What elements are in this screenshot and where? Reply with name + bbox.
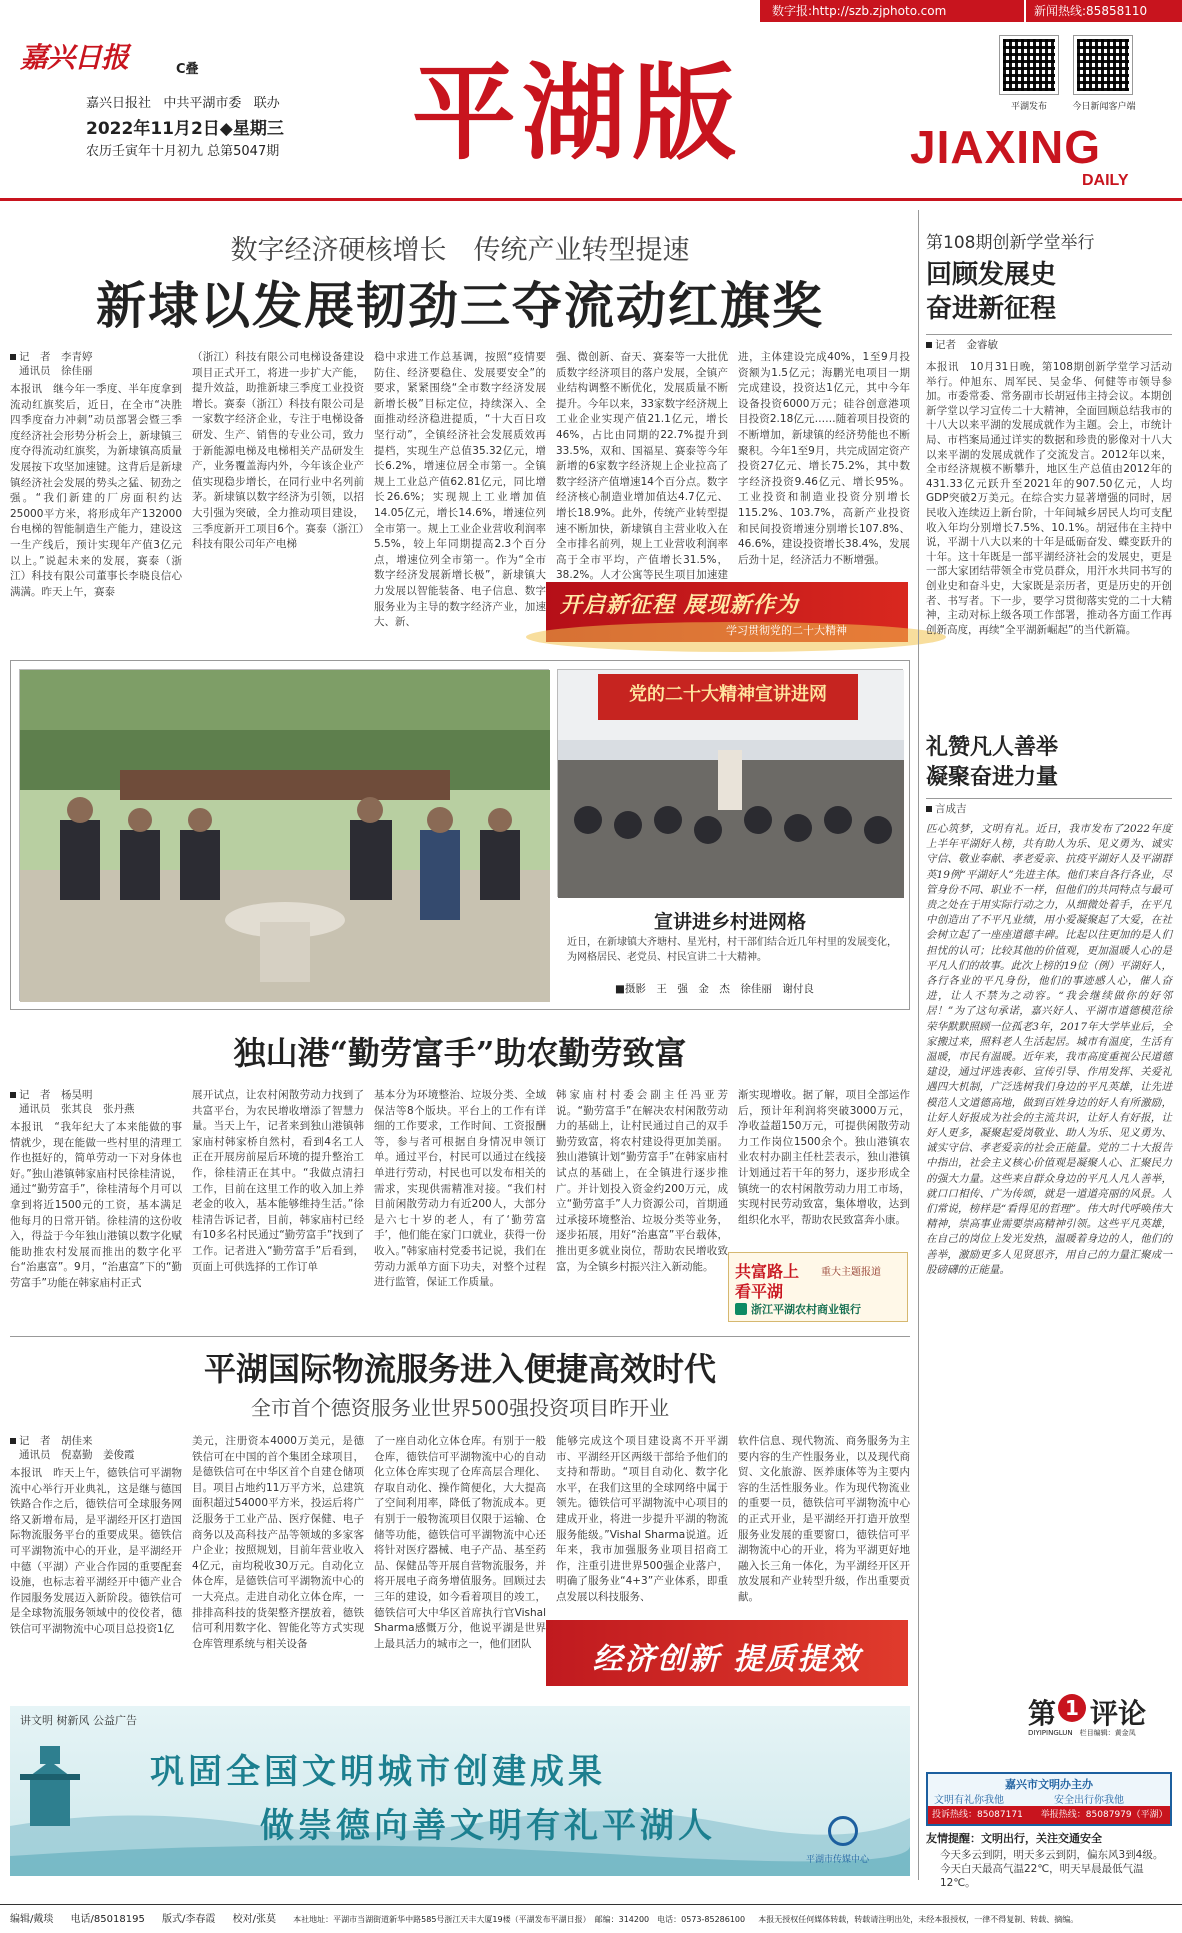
second-byline bbox=[10, 1088, 160, 1116]
public-ad-logo-caption: 平湖市传媒中心 bbox=[806, 1855, 870, 1865]
footer-editor: 编辑/戴琰 bbox=[10, 1914, 54, 1925]
civility-box bbox=[926, 1772, 1172, 1826]
qr-code-app[interactable] bbox=[1074, 36, 1132, 94]
sidebar-gap bbox=[926, 712, 1172, 730]
ad-gongfu: 共富路上 bbox=[735, 1262, 800, 1281]
pinglun-logo bbox=[1028, 1690, 1172, 1740]
ad-kanpinghu: 看平湖 bbox=[735, 1282, 784, 1301]
brand-daily: DAILY bbox=[1082, 172, 1129, 189]
byline-marker bbox=[10, 1092, 16, 1098]
lead-byline bbox=[10, 350, 118, 378]
sidebar-title-1a: 回顾发展史 bbox=[926, 260, 1057, 290]
public-ad-line2: 做崇德向善文明有礼平湖人 bbox=[260, 1806, 716, 1846]
sidebar-byline-2: 言成吉 bbox=[926, 802, 967, 816]
footer-rule bbox=[0, 1904, 1182, 1905]
lead-col-4: 强、微创新、奋天、赛秦等一大批优质数字经济项目的落户发展，全镇产业结构调整不断优化，发展质量不断提升。今年以来，33家数字经济规上工业企业实现产值21.1亿元，增长46%，占比由同期的22.7%提升到33.5%，双和、国福星、赛泰等今年新增的6家数字经济规上企业拉高了数字经济产值增速14个百分点。数字经济核心制造业增加值达4.7亿元、增长18.9%。此外，传统产业转型提速不断加快，新埭镇自主营业收入在全市排名前列，规上工业营收利润率高于全市平均，产值增长31.5%，38.2%。人才公寓等民生项目加速建 bbox=[556, 351, 728, 582]
civility-tip2: 安全出行你我他 bbox=[1054, 1795, 1124, 1806]
lead-headline: 新埭以发展韧劲三夺流动红旗奖 bbox=[96, 276, 824, 335]
lead-col-1: 本报讯 继今年一季度、半年度拿到流动红旗奖后，近日，在全市“决胜四季度奋力冲刺”动员部署会暨三季度经济社会形势分析会上，新埭镇三度夺得流动红旗奖，为新埭镇高质量发展按下攻坚加速键。这背后是新埭镇经济社会发展的势头之猛、韧劲之强。“我们新建的厂房面积约达25000平方米，将形成年产132000台电梯的智能制造生产能力，建设这一生产线后，预计实现年产值3亿元以上。”说起未来的发展，赛泰（浙江）科技有限公司董事长李晓良信心满满。昨天上午，赛泰 bbox=[10, 383, 182, 598]
third-correspondent: 通讯员 倪嘉勤 姜俊霞 bbox=[19, 1449, 135, 1461]
public-ad bbox=[10, 1706, 910, 1876]
civility-slogan: 友情提醒：文明出行，关注交通安全 bbox=[926, 1832, 1102, 1845]
third-col-4: 能够完成这个项目建设离不开平湖市、平湖经开区两级干部给予他们的支持和帮助。“项目自动化、数字化水平，在我们这里的全球网络中属于领先。德铁信可平湖物流中心项目的建成开业，将进一步提升平湖的物流服务能级。”Vishal Sharma说道。近年来，我市加强服务业项目招商工作，注重引进世界500强企业落户，明确了服务业“4+3”产业体系，即重点发展以科技服务、 bbox=[556, 1435, 728, 1603]
third-rule bbox=[10, 1336, 910, 1337]
qr-pattern-2 bbox=[1074, 36, 1132, 94]
second-col-5: 渐实现增收。据了解，项目全部运作后，预计年利润将突破3000万元，净收益超150万元，可提供闲散劳动力工作岗位1500余个。独山港镇农业农村办副主任杜芸表示，独山港镇计划通过若干年的努力，逐步形成全镇统一的农村闲散劳动力用工市场，实现村民劳动致富，集体增收，达到组织化水平，帮助农民致富奔小康。 bbox=[738, 1089, 910, 1226]
sidebar-divider bbox=[918, 210, 919, 1880]
hotline-number: 85858110 bbox=[1086, 4, 1148, 18]
sidebar-kicker: 第108期创新学堂举行 bbox=[926, 233, 1095, 253]
lunar-issue: 农历壬寅年十月初九 总第5047期 bbox=[86, 144, 280, 159]
sidebar-byline-1: 记者 金睿敏 bbox=[926, 338, 998, 352]
top-bar-digital bbox=[760, 0, 1024, 22]
lead-correspondent: 通讯员 徐佳丽 bbox=[19, 365, 93, 377]
news-photo-lecture bbox=[557, 669, 903, 897]
digital-label: 数字报: bbox=[772, 4, 813, 18]
footer-proof: 校对/张莫 bbox=[232, 1914, 276, 1925]
footer-phone: 电话/85018195 bbox=[70, 1914, 145, 1925]
sidebar-rule-2 bbox=[926, 798, 1172, 799]
masthead bbox=[0, 22, 1182, 200]
footer-layout: 版式/李春霞 bbox=[162, 1914, 216, 1925]
bank-logo-icon bbox=[735, 1303, 747, 1315]
publishers-line: 嘉兴日报社 中共平湖市委 联办 bbox=[86, 96, 280, 111]
second-col-4: 韩家庙村村委会副主任冯亚芳说。“勤劳富手”在解决农村闲散劳动力的基础上，让村民通过自己的双手勤劳致富，将农村建设得更加美丽。独山港镇计划“勤劳富手”在韩家庙村试点的基础上，在全镇进行逐步推广。并计划投入资金约200万元，成立“勤劳富手”人力资源公司，首期通过承接环境整治、垃圾分类等业务，逐步拓展，用好“治惠富”平台载体，推出更多就业岗位，帮助农民增收致富，为全镇乡村振兴注入新动能。 bbox=[556, 1089, 728, 1273]
third-col-3: 了一座自动化立体仓库。有别于一般仓库，德铁信可平湖物流中心的自动化立体仓库实现了仓库高层合理化、存取自动化、操作简便化，大大提高了空间利用率，降低了物流成本。更有别于一般物流项目仅限于运输、仓储等功能，德铁信可平湖物流中心还将针对医疗器械、电子产品、基至药品、保健品等开展自营物流服务，并将开展电子商务增值服务。回顾过去三年的建设，如今看着项目的竣工，德铁信可大中华区首席执行官Vishal Sharma感慨万分，他说平湖是世界上最具活力的城市之一，他们团队 bbox=[374, 1435, 546, 1650]
lecture-sign-text: 党的二十大精神宣讲进网 bbox=[629, 684, 827, 705]
photo-illustration-1 bbox=[20, 670, 550, 1002]
qr-caption-fabu: 平湖发布 bbox=[1010, 102, 1047, 112]
second-headline: 独山港“勤劳富手”助农勤劳致富 bbox=[233, 1034, 687, 1072]
digital-url[interactable]: http://szb.zjphoto.com bbox=[812, 4, 947, 18]
byline-marker bbox=[10, 1438, 16, 1444]
second-col-3: 基本分为环境整治、垃圾分类、全域保洁等8个版块。平台上的工作有详细的工作要求，工作时间、工资报酬等，参与者可根据自身情况申领订单。通过平台，村民可以通过在线接单进行劳动，村民也可以发布相关的需求，实现供需精准对接。“我们村目前闲散劳动力有近200人，大部分是六七十岁的老人，有了‘勤劳富手’，他们能在家门口就业，获得一份收入。”韩家庙村党委书记说，我们在劳动力派单方面下功夫，对整个过程进行监管，保证工作质量。 bbox=[374, 1089, 546, 1289]
sidebar-body-2: 匹心筑梦，文明有礼。近日，我市发布了2022年度上半年平湖好人榜，共有助人为乐、见义勇为、诚实守信、敬业奉献、孝老爱亲、抗疫平湖好人及平湖群英19例“平湖好人”先进主体。他们来自各行各业，尽管身份不同、职业不一样，但他们的共同特点与最可贵之处在于用实际行动之力，从细微处着手，在平凡中创造出了不平凡业绩，用小爱凝聚起了大爱，在社会树立起了一座座道德丰碑。比起以往更加的是人们担忧的认可；比较其他的价值观，更加温暖人心的是平凡人们的故事。此次上榜的19位（例）平湖好人，各行各业的平凡身份，他们的事迹感人心，催人奋进，让人不禁为之动容。“我会继续做你的好邻居！”为了这句承诺，嘉兴好人、平湖市道德模范徐荣华默默照顾一位孤老3年，2017年大学毕业后，全家搬过来，照料老人生活起居。城市有温度，生活有温暖，市民有温暖。近年来，我市高度重视公民道德建设，通过评选表彰、宣传引导、作用发挥、关爱礼遇四大机制，广泛选树我们身边的平凡英雄，让先进模范人文道德高地，做到百姓身边的好人有所激励，让好人好报成为社会的主流共识，让好人有好报，让好人更多，凝聚起爱岗敬业、助人为乐、见义勇为、诚实守信、孝老爱亲的社会正能量。党的二十大报告中指出，社会主义核心价值观是凝聚人心、汇聚民力的强大力量。这些来自群众身边的平凡人凡人善举，就口口相传、广为传颂，就是一道道亮丽的风景。人们常说，榜样是“看得见的哲理”。伟大时代呼唤伟大精神，崇高事业需要崇高精神引领。这些平凡英雄，在自己的岗位上发光发热，温暖着身边的人，他们的善举，激励更多人见贤思齐，用自己的力量汇聚成一股磅礴的正能量。 bbox=[926, 823, 1172, 1276]
lead-banner-sub: 学习贯彻党的二十大精神 bbox=[726, 624, 847, 637]
public-ad-line1: 巩固全国文明城市创建成果 bbox=[150, 1752, 606, 1792]
pinglun-one-icon: 1 bbox=[1058, 1694, 1086, 1722]
lead-col-5: 进，主体建设完成40%，1至9月投资额为1.5亿元；海鹏光电项目一期完成建设，投资达1亿元，其中今年设备投资6000万元；硅谷创意港项目投资2.18亿元……随着项目投资的不断增加，新埭镇的经济势能也不断聚积。今年1至9月，共完成固定资产投资27亿元、增长75.2%，其中数字经济投资9.46亿元、增长95%。工业投资和制造业投资分别增长115.2%、103.7%，高新产业投资和民间投资增速分别增长107.8%、46.6%，建设投资增长38.4%，发展后劲十足，经济活力不断增强。 bbox=[738, 351, 910, 566]
hotline-label: 新闻热线: bbox=[1034, 4, 1087, 18]
third-subhead: 全市首个德资服务业世界500强投资项目昨开业 bbox=[250, 1396, 670, 1420]
lead-banner bbox=[546, 582, 908, 642]
photo-caption-body: 近日，在新埭镇大齐塘村、星光村，村干部们结合近几年村里的发展变化，为网格居民、老党员、村民宣讲二十大精神。 bbox=[567, 937, 897, 963]
footer-address: 本社地址：平湖市当湖街道新华中路585号浙江天丰大厦19楼（平湖发布平湖日报） 邮编：314200 电话：0573-85286100 bbox=[293, 1915, 746, 1924]
pinglun-word: 评论 bbox=[1090, 1697, 1147, 1730]
sidebar-body-1: 本报讯 10月31日晚，第108期创新学堂学习活动举行。仲旭东、周军民、吴金华、何健等市领导参加。市委常委、常务副市长胡冠伟主持会议。本期创新学堂以学习宣传二十大精神，全面回顾总结我市的十八大以来平湖的发展成就作为主题。会上，市统计局、市档案局通过详实的数据和珍贵的影像对十八大以来平湖的发展成就作了交流发言。2012年以来，全市经济规模不断攀升，地区生产总值由2012年的431.33亿元跃升至2021年的907.50亿元，人均GDP突破2万美元。在综合实力显著增强的同时，居民收入连续迈上新台阶，十年间城乡居民人均可支配收入年均分别增长7.5%、10.1%。胡冠伟在主持中说，平湖十八大以来的十年是砥砺奋发、蝶变跃升的十年。这十年既是一部平湖经济社会的发展史，更是一部大家团结带领全市党员群众，用汗水共同书写的创业史和奋斗史，大家既是亲历者，更是历史的开创者、书写者。下一步，要学习贯彻落实党的二十大精神，主动对标上级各项工作部署，推动各方面工作再创新高度，再续“全平湖新崛起”的当代新篇。 bbox=[926, 361, 1172, 636]
qr-code-fabu[interactable] bbox=[1000, 36, 1058, 94]
civility-hotline: 投诉热线：85087171 举报热线：85087979（平湖） bbox=[928, 1806, 1170, 1824]
newspaper-logo: 嘉兴日报 bbox=[20, 41, 129, 74]
third-banner-text: 经济创新 提质提效 bbox=[592, 1642, 862, 1677]
footer-copyright: 本报无授权任何媒体转载，转载请注明出处，未经本报授权，一律不得复制、转载、摘编。 bbox=[758, 1915, 1079, 1924]
news-photo-village-talk bbox=[19, 669, 549, 1001]
edition-title: 平湖版 bbox=[412, 51, 743, 174]
third-col-2: 美元，注册资本4000万美元，是德铁信可在中国的首个集团全球项目，是德铁信可在中华区首个自建仓储项目。项目占地约11万平方米，总建筑面积超过54000平方米，投运后将广泛服务于工业产品、医疗保健、电子商务以及高科技产品等领域的多家客户企业；按照规划，目前年营业收入4亿元，亩均税收30万元。自动化立体仓库，是德铁信可平湖物流中心的一大亮点。走进自动化立体仓库，一排排高科技的货架整齐摆放着，德铁信可利用数字化、智能化等方式实现仓库管理系统与相关设备 bbox=[192, 1435, 364, 1650]
civility-title: 嘉兴市文明办主办 bbox=[1005, 1778, 1093, 1791]
third-headline: 平湖国际物流服务进入便捷高效时代 bbox=[203, 1350, 716, 1388]
second-reporter: 记 者 杨昊明 bbox=[19, 1089, 93, 1101]
public-ad-credit: 讲文明 树新风 公益广告 bbox=[20, 1714, 137, 1727]
weather-text: 今天多云到阴，明天多云到阴，偏东风3到4级。今天白天最高气温22℃，明天早晨最低气温12℃。 bbox=[940, 1849, 1164, 1889]
byline-marker bbox=[10, 354, 16, 360]
issue-date: 2022年11月2日◆星期三 bbox=[86, 119, 284, 139]
third-col-5: 软件信息、现代物流、商务服务为主要内容的生产性服务业，以及现代商贸、文化旅游、医养康体等为主要内容的生活性服务业。作为现代物流业的重要一员，德铁信可平湖物流中心的正式开业，是平湖经开打造开放型服务业发展的重要窗口，德铁信可平湖物流中心的开业，将为平湖更好地融入长三角一体化，为平湖经开区开放发展和产业转型升级，作出重要贡献。 bbox=[738, 1435, 910, 1603]
byline-marker bbox=[926, 806, 932, 812]
photo-caption-title: 宣讲进乡村进网格 bbox=[653, 911, 806, 933]
second-ad-banner bbox=[728, 1252, 908, 1322]
footer bbox=[10, 1910, 1182, 1930]
photo-block bbox=[10, 660, 910, 1010]
third-col-1: 本报讯 昨天上午，德铁信可平湖物流中心举行开业典礼，这是继与德国铁路合作之后，德铁信可全球服务网络又新增布局，是平湖经开区打造国际物流服务平台的重要成果。德铁信可平湖物流中心的开业，是平湖经开中德（平湖）产业合作园的重要配套设施，也标志着平湖经开中德产业合作园服务发展迈入新阶段。德铁信可是全球物流服务领域中的佼佼者，德铁信可平湖物流中心项目总投资1亿 bbox=[10, 1467, 182, 1635]
photo-credit: ■摄影 王 强 金 杰 徐佳丽 谢付良 bbox=[615, 983, 814, 995]
sidebar-title-2a: 礼赞凡人善举 bbox=[926, 734, 1059, 760]
third-byline bbox=[10, 1434, 160, 1462]
second-col-1: 本报讯 “我年纪大了本来能做的事情就少，现在能做一些村里的清理工作也挺好的，简单劳动一下对身体也好。”独山港镇韩家庙村民徐桂清说，通过“勤劳富手”，徐桂清每个月可以拿到将近1500元的工资，基本满足他每月的日常开销。徐桂清的这份收入，得益于今年独山港镇以数字化赋能助推农村发展而推出的数字化平台“治惠富”。9月，“治惠富”下的“勤劳富手”功能在韩家庙村正式 bbox=[10, 1121, 182, 1289]
sidebar-title-2b: 凝聚奋进力量 bbox=[926, 764, 1059, 790]
brand-jiaxing: JIAXING bbox=[910, 121, 1102, 173]
media-center-logo-icon bbox=[828, 1816, 858, 1846]
qr-pattern-1 bbox=[1000, 36, 1058, 94]
second-correspondent: 通讯员 张其良 张丹燕 bbox=[19, 1103, 135, 1115]
sidebar-title-1b: 奋进新征程 bbox=[926, 294, 1057, 324]
civility-tip1: 文明有礼你我他 bbox=[934, 1795, 1004, 1806]
top-bar-hotline bbox=[1026, 0, 1182, 22]
qr-caption-app: 今日新闻客户端 bbox=[1072, 102, 1136, 112]
lead-col-3: 稳中求进工作总基调，按照“疫情要防住、经济要稳住、发展要安全”的要求，紧紧围绕“全市数字经济发展新增长极”目标定位，持续深入、全面推动经济稳进提质，“十大百日攻坚行动”，全镇经济社会发展质效再提档，实现生产总值35.32亿元，增长6.2%，增速位居全市第一。全镇规上工业总产值62.81亿元，同比增长26.6%；实现规上工业增加值14.05亿元，增长14.6%，增速位列全市第一。规上工业企业营收利润率5.5%，较上年同期提高2.3个百分点，增速位列全市第一。作为“全市数字经济发展新增长极”，新埭镇大力发展以智能装备、电子信息、数字服务业为主导的数字经济产业，加速大、新、 bbox=[374, 351, 546, 629]
top-bar bbox=[0, 0, 1182, 22]
second-col-2: 展开试点，让农村闲散劳动力找到了共富平台，为农民增收增添了智慧力量。当天上午，记者来到独山港镇韩家庙村韩家桥自然村，看到4名工人正在开展房前屋后环境的提升整治工作，徐桂清正在其中。“我做点清扫工作，目前在这里工作的收入加上养老金的收入，基本能够维持生活。”徐桂清告诉记者，目前，韩家庙村已经有10多名村民通过“勤劳富手”找到了工作。记者进入“勤劳富手”后看到，页面上可供选择的工作订单 bbox=[192, 1089, 364, 1273]
third-reporter: 记 者 胡佳来 bbox=[19, 1435, 93, 1447]
ad-zhuti: 重大主题报道 bbox=[821, 1267, 881, 1278]
pinglun-en: DIYIPINGLUN 栏目编辑：黄金凤 bbox=[1028, 1729, 1136, 1737]
third-banner bbox=[546, 1620, 908, 1686]
byline-marker bbox=[926, 342, 932, 348]
sidebar bbox=[926, 210, 1172, 1880]
lead-kicker: 数字经济硬核增长 传统产业转型提速 bbox=[230, 235, 690, 266]
ad-bank: 浙江平湖农村商业银行 bbox=[751, 1303, 861, 1316]
lead-col-2: （浙江）科技有限公司电梯设备建设项目正式开工，将进一步扩大产能，提升效益，助推新埭三季度工业投资增长。赛泰（浙江）科技有限公司是一家数字经济企业，专注于电梯设备研发、生产、销售的专业公司，致力于新能源电梯及电梯相关产品研发生产，业务覆盖海内外，今年该企业产值实现稳步增长，在同行业中名列前茅。新埭镇以数字经济为引领，以招大引强为突破，全力推动项目建设，三季度新开工项目6个。赛泰（浙江）科技有限公司年产电梯 bbox=[192, 351, 364, 551]
lead-banner-text: 开启新征程 展现新作为 bbox=[560, 592, 799, 618]
edition-code: C叠 bbox=[176, 62, 199, 77]
sidebar-rule-1 bbox=[926, 334, 1172, 335]
masthead-rule bbox=[0, 198, 1182, 201]
lead-reporter: 记 者 李青婷 bbox=[19, 351, 93, 363]
pinglun-di: 第 bbox=[1028, 1697, 1057, 1730]
